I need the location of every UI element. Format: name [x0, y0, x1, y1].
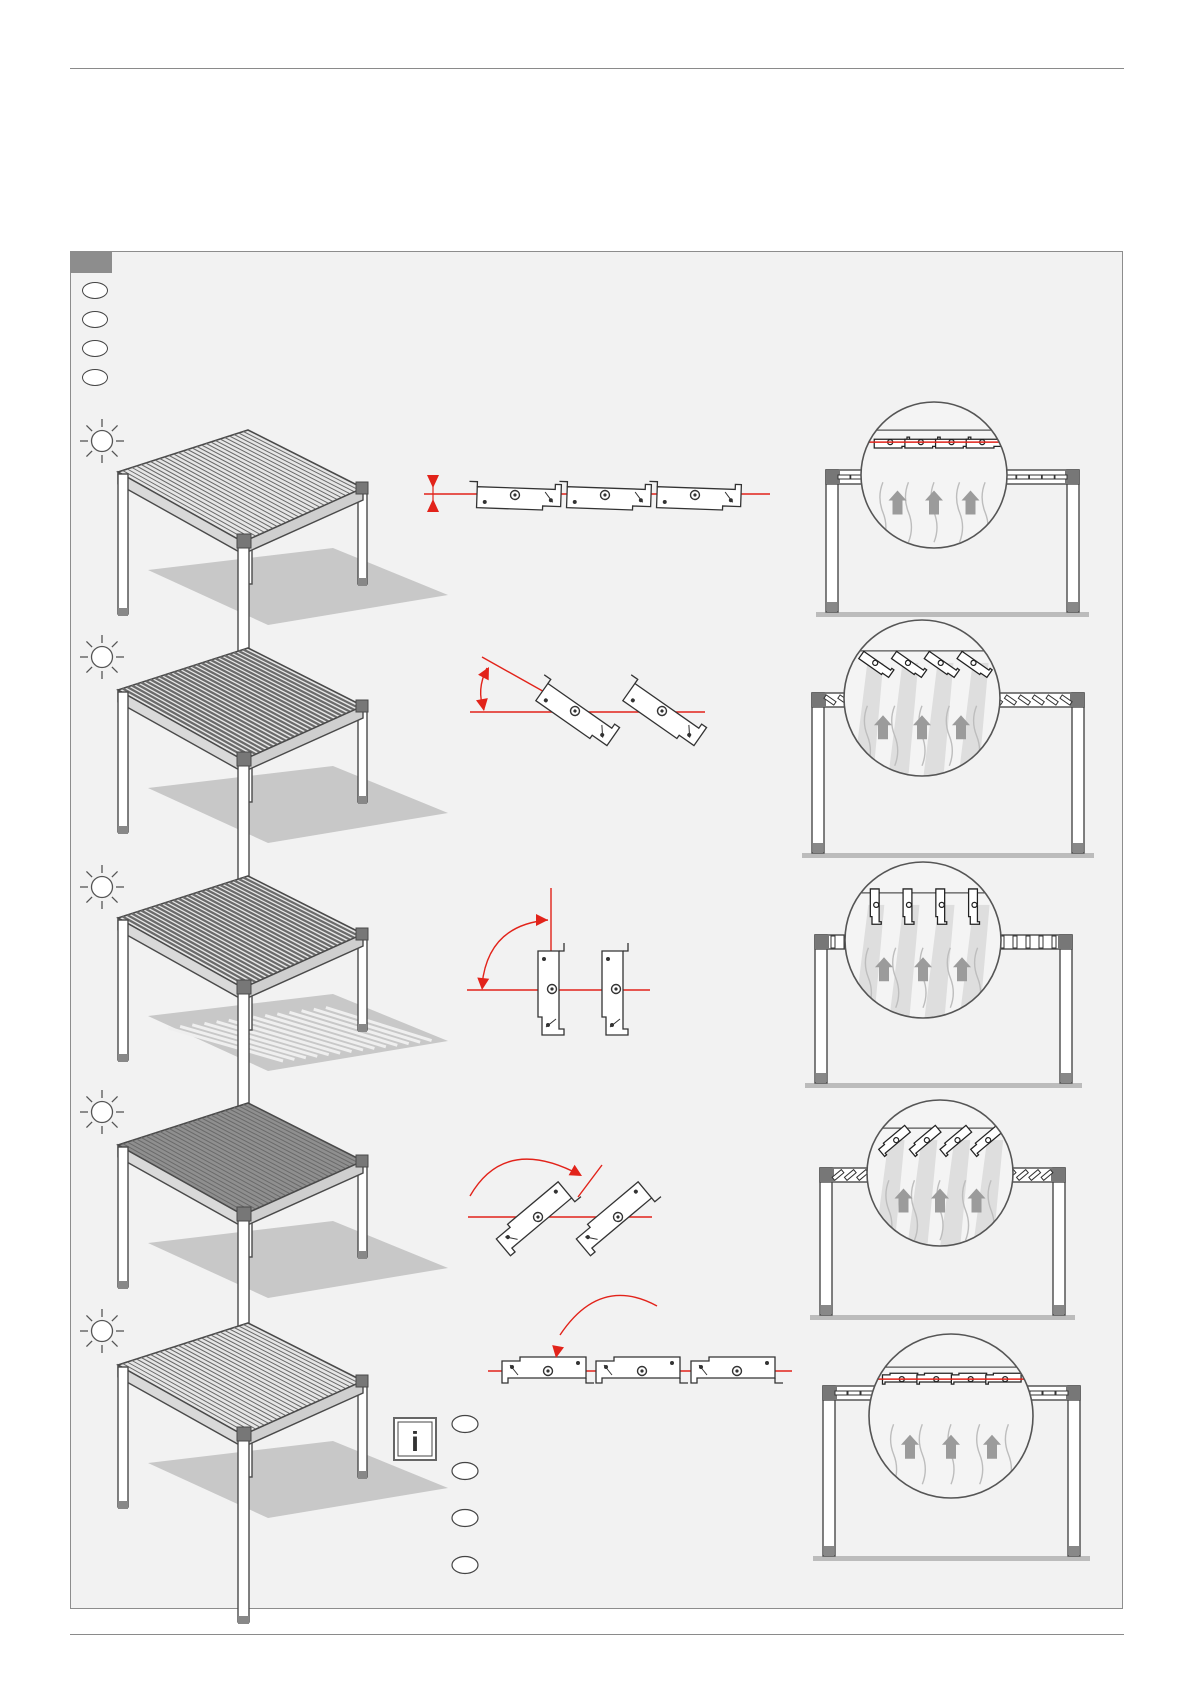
angle-arc [560, 1295, 657, 1335]
magnifier-circle [861, 402, 1007, 548]
corner-post-cap [356, 1375, 368, 1387]
post-left [826, 470, 838, 612]
leg-foot [118, 608, 128, 616]
corner-post-cap [356, 700, 368, 712]
leg-front-left [118, 692, 128, 832]
magnifier-circle [867, 1100, 1013, 1246]
magnified-slat [936, 889, 947, 924]
beam-slat [838, 475, 850, 479]
arrow-head [427, 499, 439, 512]
leg-right [358, 1385, 367, 1477]
corner-post-cap [356, 482, 368, 494]
ground-shadow [148, 766, 448, 843]
ground-line [810, 1315, 1075, 1320]
post-right [1068, 1386, 1080, 1556]
leg-right [358, 710, 367, 802]
leg-foot [118, 1054, 128, 1062]
language-marker-icon [452, 1510, 478, 1527]
slat-profile [559, 481, 652, 510]
leg-front-left [118, 1367, 128, 1507]
leg-foot [358, 1251, 367, 1259]
slat-profile [494, 1177, 581, 1256]
ground-line [802, 853, 1094, 858]
ground-shadow [148, 548, 448, 625]
leg-foot [358, 796, 367, 804]
ground-line [805, 1083, 1082, 1088]
sun-icon [80, 865, 124, 909]
leg-right [358, 938, 367, 1030]
post-foot [1061, 1073, 1071, 1083]
magnifier-circle [845, 862, 1001, 1018]
post-left [820, 1168, 832, 1315]
beam-slat [1017, 475, 1029, 479]
corner-post-cap [237, 752, 251, 766]
corner-cap [815, 935, 829, 949]
slat-profile [649, 481, 742, 510]
pergola-drawing-5 [118, 1323, 448, 1624]
beam-slat [835, 1391, 847, 1395]
beam-slat [848, 1391, 860, 1395]
beam-slat [1042, 475, 1054, 479]
ground-line [813, 1556, 1090, 1561]
beam-slat [1043, 1391, 1055, 1395]
slat-profile [538, 943, 564, 1035]
beam-slat [1013, 936, 1017, 948]
leg-foot [238, 1616, 249, 1624]
beam-slat [1052, 936, 1056, 948]
language-marker-icon [452, 1463, 478, 1480]
corner-cap [820, 1168, 834, 1182]
corner-cap [1051, 1168, 1065, 1182]
language-marker-icon [452, 1557, 478, 1574]
sun-icon [80, 1309, 124, 1353]
leg-front-corner [238, 1437, 249, 1622]
post-foot [821, 1305, 831, 1315]
slat-section-4 [468, 1159, 661, 1256]
post-foot [824, 1546, 834, 1556]
leg-front-left [118, 1147, 128, 1287]
language-marker-icon [452, 1416, 478, 1433]
leg-right [358, 1165, 367, 1257]
beam-slat [1030, 1391, 1042, 1395]
leg-foot [358, 1024, 367, 1032]
arrow-head [477, 977, 489, 990]
corner-post-cap [356, 1155, 368, 1167]
sun-icon [80, 635, 124, 679]
corner-cap [1070, 693, 1084, 707]
arrow-head [536, 914, 548, 926]
magnifier-circle [844, 620, 1000, 776]
post-right [1072, 693, 1084, 853]
slat-section-1 [424, 475, 770, 512]
magnified-slat [870, 889, 881, 924]
post-left [815, 935, 827, 1083]
post-left [812, 693, 824, 853]
beam-slat [1029, 475, 1041, 479]
slat-profile [596, 1357, 688, 1383]
beam-slat [831, 936, 835, 948]
post-right [1060, 935, 1072, 1083]
slat-section-2 [470, 657, 707, 749]
leg-right [358, 492, 367, 584]
post-right [1067, 470, 1079, 612]
corner-post-cap [237, 980, 251, 994]
leg-foot [118, 1501, 128, 1509]
sun-icon [80, 1090, 124, 1134]
slat-profile [602, 943, 628, 1035]
corner-post-cap [237, 1427, 251, 1441]
slat-profile [574, 1177, 661, 1256]
magnified-slat [903, 889, 914, 924]
post-foot [1073, 843, 1083, 853]
reference-line [578, 1165, 602, 1197]
slat-section-5 [488, 1295, 792, 1383]
leg-front-left [118, 920, 128, 1060]
corner-post-cap [356, 928, 368, 940]
beam-slat [1026, 936, 1030, 948]
leg-foot [358, 1471, 367, 1479]
corner-cap [1058, 935, 1072, 949]
slat-profile [502, 1357, 594, 1383]
magnifier-circle [869, 1334, 1033, 1498]
post-foot [1068, 602, 1078, 612]
beam-slat [1055, 475, 1067, 479]
post-foot [816, 1073, 826, 1083]
info-icon [394, 1418, 436, 1460]
corner-cap [812, 693, 826, 707]
arrow-head [476, 698, 488, 711]
post-foot [813, 843, 823, 853]
arrow-head [427, 475, 439, 488]
post-foot [1069, 1546, 1079, 1556]
beam-slat [1039, 936, 1043, 948]
leg-foot [118, 1281, 128, 1289]
post-foot [1054, 1305, 1064, 1315]
magnifier-background [869, 1334, 1033, 1498]
leg-foot [358, 578, 367, 586]
ground-line [816, 612, 1089, 617]
arrow-head [552, 1345, 564, 1358]
leg-front-left [118, 474, 128, 614]
slat-section-3 [467, 888, 650, 1035]
post-foot [827, 602, 837, 612]
slat-profile [469, 481, 562, 510]
magnified-slat [969, 889, 980, 924]
leg-foot [118, 826, 128, 834]
post-left [823, 1386, 835, 1556]
post-right [1053, 1168, 1065, 1315]
ground-shadow [148, 1221, 448, 1298]
info-icon-glyph: i [411, 1426, 419, 1457]
sun-icon [80, 419, 124, 463]
corner-post-cap [237, 1207, 251, 1221]
corner-post-cap [237, 534, 251, 548]
beam-slat [1056, 1391, 1068, 1395]
slat-profile [691, 1357, 783, 1383]
